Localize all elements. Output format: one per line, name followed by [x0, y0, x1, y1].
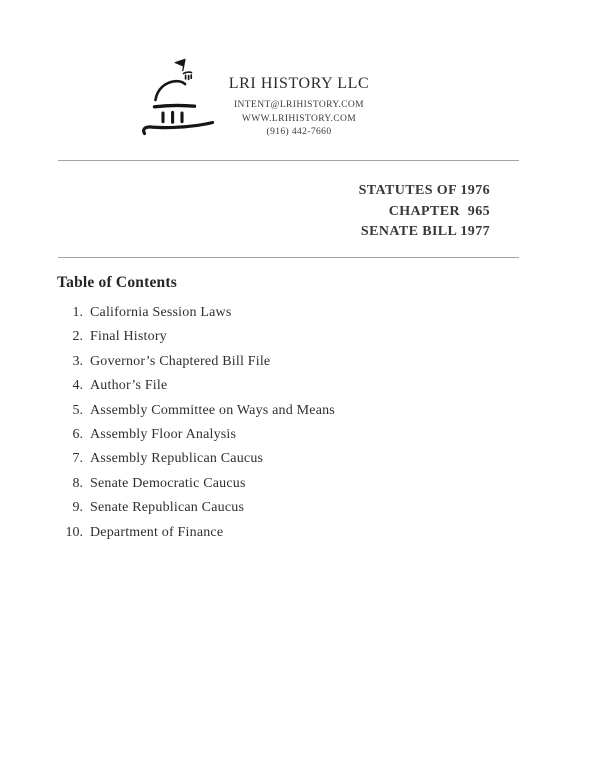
toc-list: [0, 305, 600, 549]
toc-item-label: California Session Laws: [90, 305, 232, 320]
toc-item-label: Senate Democratic Caucus: [90, 475, 246, 491]
divider-bottom: [58, 257, 519, 258]
divider-top: [58, 160, 519, 161]
toc-item: [0, 525, 600, 541]
toc-item-number: 6.: [72, 426, 83, 442]
toc-item-label: Senate Republican Caucus: [90, 500, 245, 516]
toc-item: [0, 378, 600, 394]
toc-item-number: 7.: [72, 451, 83, 467]
contact-email: INTENT@LRIHISTORY.COM: [233, 100, 364, 110]
contact-phone: (916) 442-7660: [266, 127, 332, 138]
capitol-dome-logo-icon: [138, 56, 220, 142]
toc-item: [0, 476, 600, 492]
toc-item: [0, 500, 600, 516]
chapter-line: CHAPTER 965: [388, 203, 490, 219]
toc-item: [0, 305, 600, 321]
toc-item-label: Assembly Committee on Ways and Means: [90, 402, 335, 418]
toc-item-number: 2.: [72, 329, 83, 345]
toc-item-number: 3.: [72, 353, 83, 369]
toc-item-label: Author’s File: [90, 378, 168, 394]
toc-item: [0, 427, 600, 443]
toc-item: [0, 451, 600, 467]
letterhead: [210, 75, 388, 140]
toc-item-number: 8.: [72, 475, 83, 491]
contact-website: WWW.LRIHISTORY.COM: [241, 113, 357, 124]
statutes-line: STATUTES OF 1976: [358, 183, 490, 198]
toc-item: [0, 354, 600, 370]
toc-item-number: 4.: [72, 378, 83, 394]
toc-item-number: 9.: [72, 500, 83, 516]
toc-item-label: Governor’s Chaptered Bill File: [90, 353, 271, 369]
toc-item-number: 5.: [72, 402, 83, 418]
toc-item-label: Assembly Republican Caucus: [90, 451, 264, 467]
toc-item-number: 10.: [65, 524, 83, 540]
company-name: LRI HISTORY LLC: [228, 75, 370, 92]
toc-item-label: Final History: [90, 329, 167, 345]
toc-heading: Table of Contents: [57, 274, 177, 291]
statute-reference: [240, 181, 490, 243]
toc-item-label: Assembly Floor Analysis: [90, 426, 237, 442]
toc-item: [0, 403, 600, 419]
toc-item-label: Department of Finance: [90, 524, 224, 540]
toc-item-number: 1.: [72, 305, 83, 320]
senate-bill-line: SENATE BILL 1977: [360, 224, 490, 239]
toc-item: [0, 329, 600, 345]
